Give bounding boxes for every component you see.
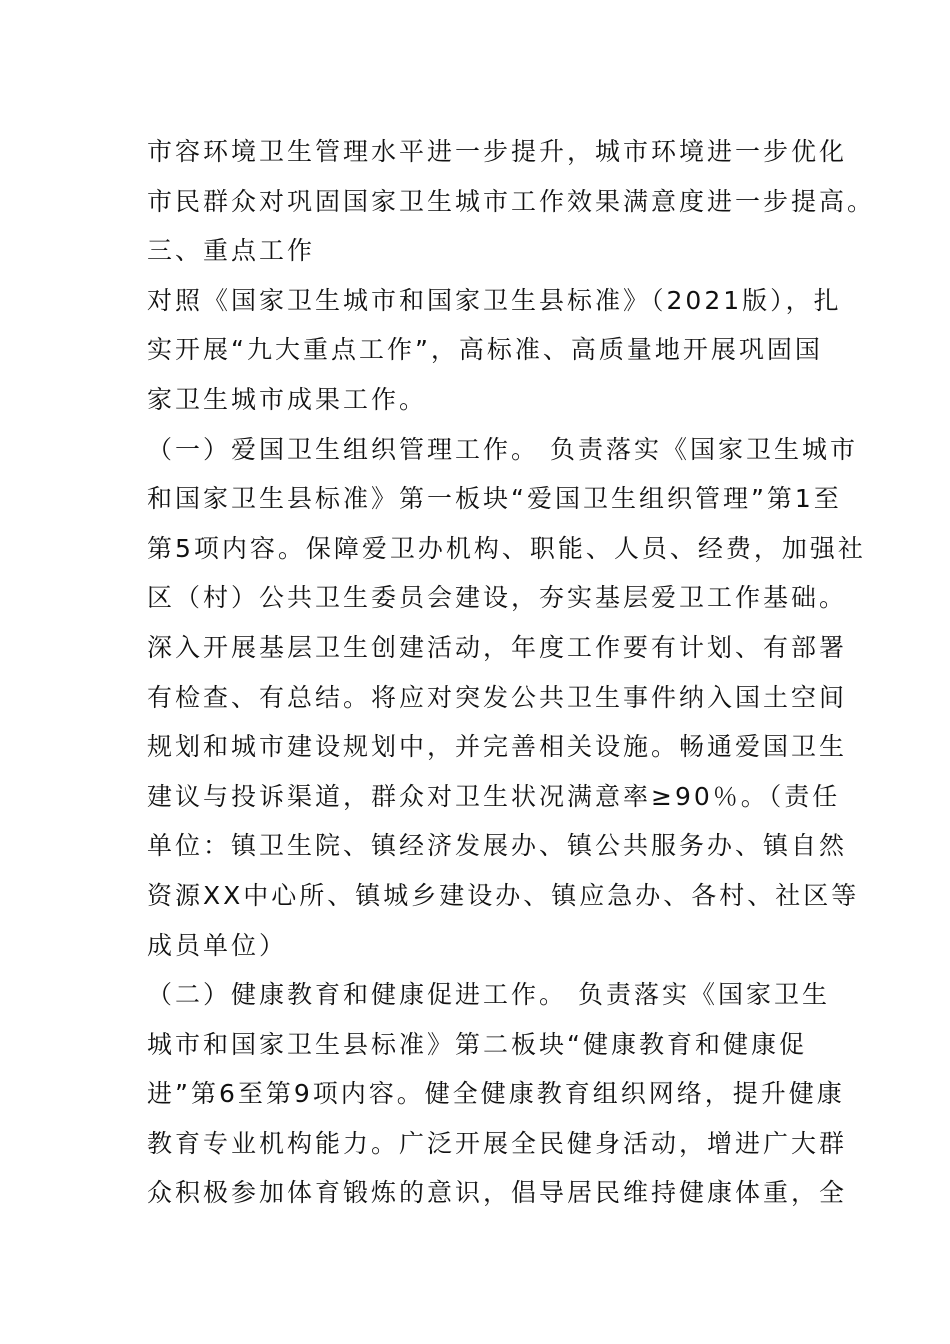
text-line: 深入开展基层卫生创建活动，年度工作要有计划、有部署 xyxy=(147,632,848,662)
document-body xyxy=(147,127,876,1218)
text-line: 规划和城市建设规划中，并完善相关设施。畅通爱国卫生 xyxy=(147,732,848,762)
text-line: 家卫生城市成果工作。 xyxy=(147,384,428,414)
text-line: （一）爱国卫生组织管理工作。 负责落实《国家卫生城市 xyxy=(147,434,858,464)
text-line: 有检查、有总结。将应对突发公共卫生事件纳入国土空间 xyxy=(147,682,848,712)
text-line: 实开展“九大重点工作”，高标准、高质量地开展巩固国 xyxy=(147,335,823,365)
text-line: 进”第6至第9项内容。健全健康教育组织网络，提升健康 xyxy=(147,1079,845,1109)
text-line: 建议与投诉渠道，群众对卫生状况满意率≥90％。（责任 xyxy=(147,781,841,811)
text-line: 对照《国家卫生城市和国家卫生县标准》（2021版），扎 xyxy=(147,285,842,315)
text-line: 市容环境卫生管理水平进一步提升，城市环境进一步优化 xyxy=(147,137,848,166)
text-line: 市民群众对巩固国家卫生城市工作效果满意度进一步提高。 xyxy=(147,186,876,216)
text-line: 资源XX中心所、镇城乡建设办、镇应急办、各村、社区等 xyxy=(147,880,860,910)
text-line: 城市和国家卫生县标准》第二板块“健康教育和健康促 xyxy=(147,1029,807,1059)
text-line: 成员单位） xyxy=(147,930,288,960)
text-line: 和国家卫生县标准》第一板块“爱国卫生组织管理”第1至 xyxy=(147,484,842,514)
text-line: 教育专业机构能力。广泛开展全民健身活动，增进广大群 xyxy=(147,1128,848,1158)
text-line: 第5项内容。保障爱卫办机构、职能、人员、经费，加强社 xyxy=(147,533,866,563)
text-line: 众积极参加体育锻炼的意识，倡导居民维持健康体重，全 xyxy=(147,1178,848,1208)
text-line: 三、重点工作 xyxy=(147,236,316,266)
text-line: 区（村）公共卫生委员会建设，夯实基层爱卫工作基础。 xyxy=(147,583,848,613)
text-line: 单位：镇卫生院、镇经济发展办、镇公共服务办、镇自然 xyxy=(147,831,848,861)
text-line: （二）健康教育和健康促进工作。 负责落实《国家卫生 xyxy=(147,980,830,1010)
